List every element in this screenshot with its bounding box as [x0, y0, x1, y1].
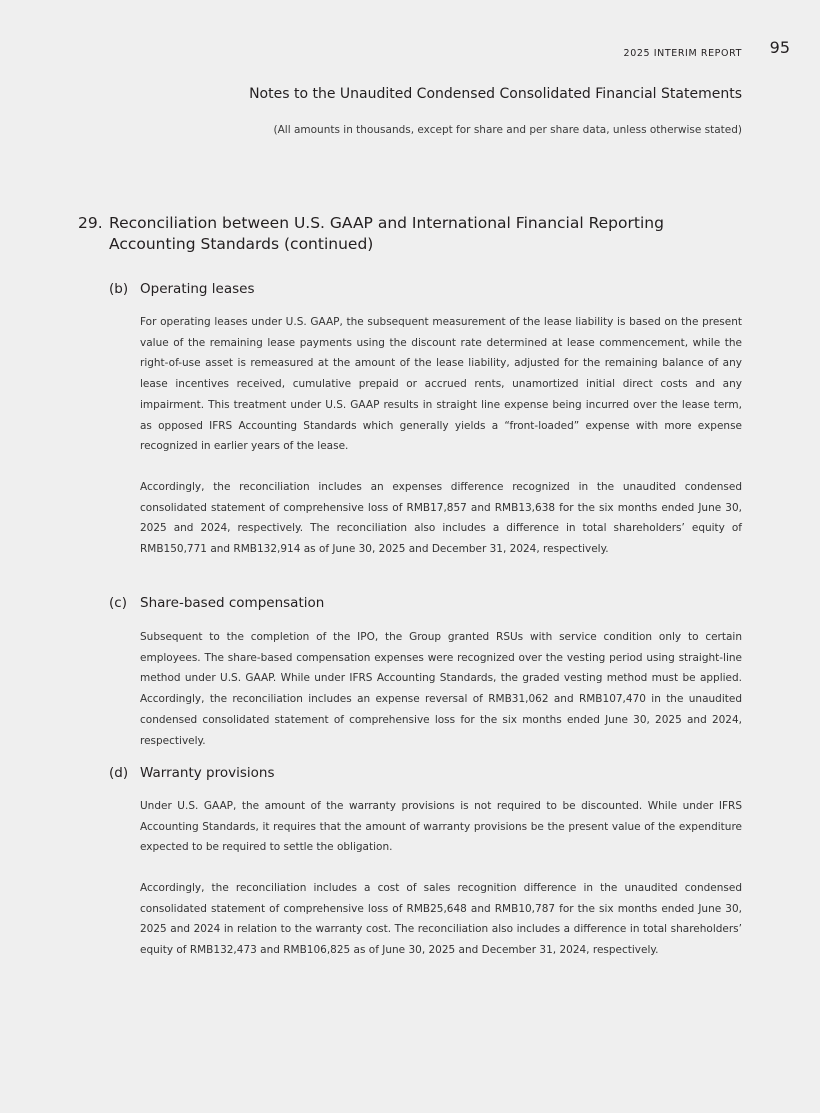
operating-leases-paragraph-2: Accordingly, the reconciliation includes an expenses difference recognized in the unaudited condensed consolidated statement of comprehensive loss of RMB17,857 and RMB13,638 for the six months ended June 30, 2025 and 2024, respectively. The reconciliation also includes a difference in total shareholders’ equity of RMB150,771 and RMB132,914 as of June 30, 2025 and December 31, 2024, respectively.: [140, 481, 742, 556]
subsection-c-label: (c): [109, 595, 127, 611]
section-number: 29.: [78, 214, 103, 232]
share-based-compensation-paragraph: Subsequent to the completion of the IPO, the Group granted RSUs with service condition only to certain employees. The share-based compensation expenses were recognized over the vesting period using straight-line method under U.S. GAAP. While under IFRS Accounting Standards, the graded vesting method must be applied. Accordingly, the reconciliation includes an expense reversal of RMB31,062 and RMB107,470 in the unaudited condensed consolidated statement of comprehensive loss for the six months ended June 30, 2025 and 2024, respectively.: [140, 631, 742, 747]
subsection-d-title: Warranty provisions: [140, 765, 275, 781]
operating-leases-paragraph-1: For operating leases under U.S. GAAP, the subsequent measurement of the lease liability is based on the present value of the remaining lease payments using the discount rate determined at lease commencement, while the right-of-use asset is remeasured at the amount of the lease liability, adjusted for the remaining balance of any lease incentives received, cumulative prepaid or accrued rents, unamortized initial direct costs and any impairment. This treatment under U.S. GAAP results in straight line expense being incurred over the lease term, as opposed IFRS Accounting Standards which generally yields a “front-loaded” expense with more expense recognized in earlier years of the lease.: [140, 316, 742, 453]
subsection-b-label: (b): [109, 281, 129, 297]
subsection-b-title: Operating leases: [140, 281, 255, 297]
section-title: Reconciliation between U.S. GAAP and International Financial Reporting Accounting Standards (continued): [109, 214, 664, 253]
amounts-note: (All amounts in thousands, except for share and per share data, unless otherwise stated): [273, 124, 742, 136]
warranty-provisions-paragraph-1: Under U.S. GAAP, the amount of the warranty provisions is not required to be discounted. While under IFRS Accounting Standards, it requires that the amount of warranty provisions be the present value of the expenditure expected to be required to settle the obligation.: [140, 800, 742, 854]
warranty-provisions-paragraph-2: Accordingly, the reconciliation includes a cost of sales recognition difference in the unaudited condensed consolidated statement of comprehensive loss of RMB25,648 and RMB10,787 for the six months ended June 30, 2025 and 2024 in relation to the warranty cost. The reconciliation also includes a difference in total shareholders’ equity of RMB132,473 and RMB106,825 as of June 30, 2025 and December 31, 2024, respectively.: [140, 882, 742, 957]
subsection-d-label: (d): [109, 765, 129, 781]
subsection-c-title: Share-based compensation: [140, 595, 325, 611]
page-number: 95: [769, 38, 790, 57]
report-label: 2025 INTERIM REPORT: [623, 48, 742, 59]
notes-title: Notes to the Unaudited Condensed Consolidated Financial Statements: [249, 86, 742, 102]
